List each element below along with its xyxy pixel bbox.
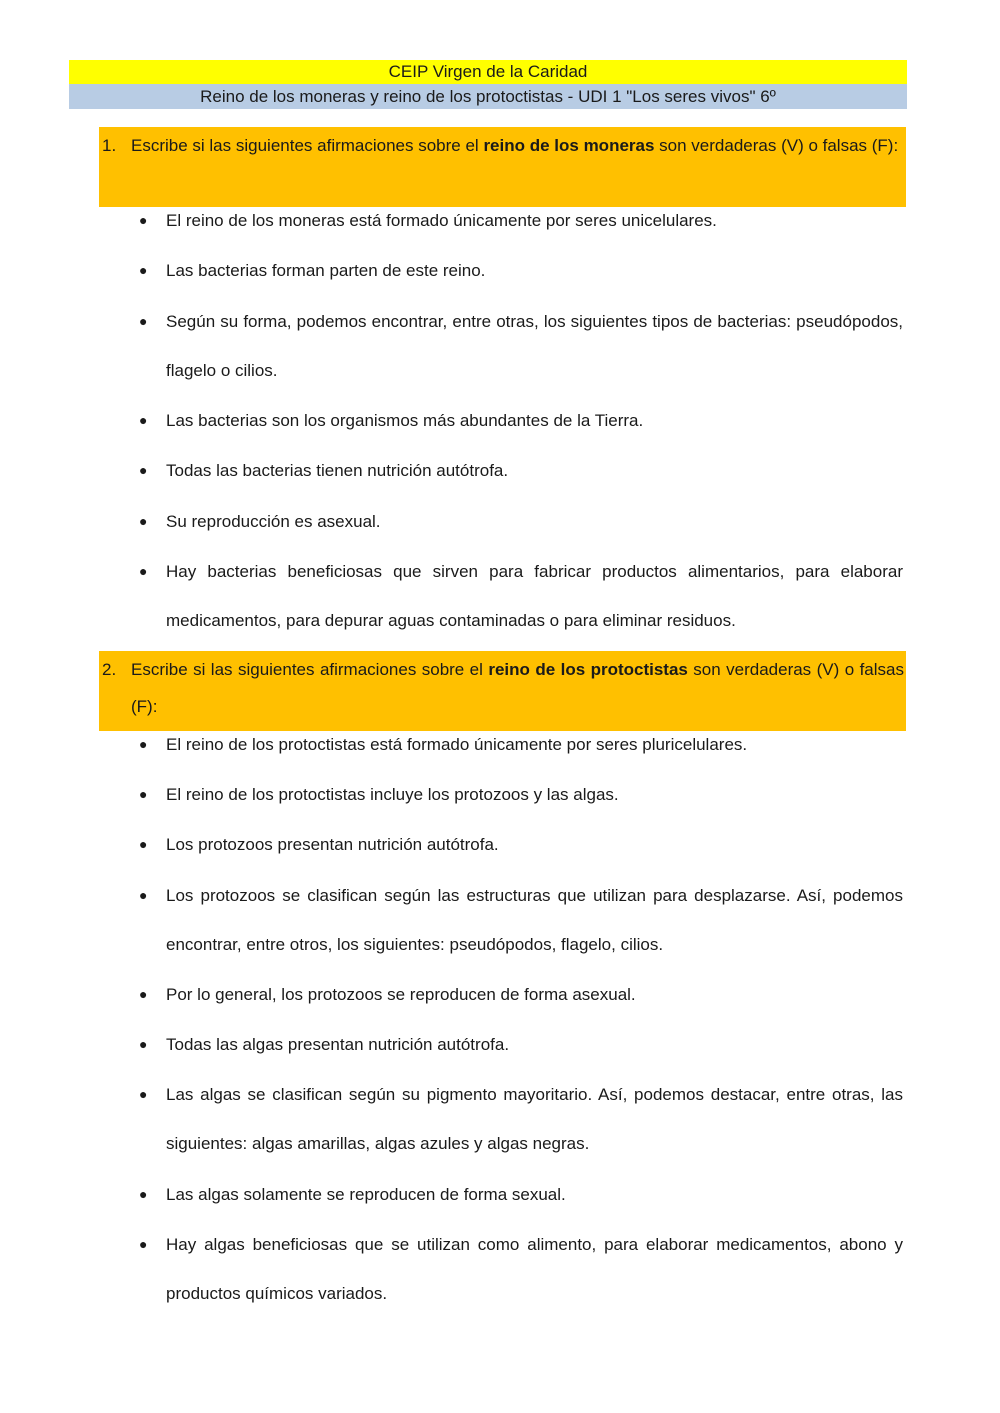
bullet-icon: ● (139, 986, 148, 1002)
bullet-icon: ● (139, 1086, 148, 1102)
question-topic: reino de los moneras (483, 136, 655, 155)
school-name-header: CEIP Virgen de la Caridad (69, 60, 907, 84)
statement-item: ● Los protozoos presentan nutrición autótrofa. (166, 820, 903, 869)
statement-item: ● Las bacterias son los organismos más abundantes de la Tierra. (166, 396, 903, 445)
statement-item: ● Los protozoos se clasifican según las estructuras que utilizan para desplazarse. Así, podemos encontrar, entre otros, los siguientes: pseudópodos, flagelo, cilios. (166, 871, 903, 969)
statement-item: ● El reino de los protoctistas está formado únicamente por seres pluricelulares. (166, 720, 903, 769)
bullet-icon: ● (139, 412, 148, 428)
statement-item: ● Por lo general, los protozoos se reproducen de forma asexual. (166, 970, 903, 1019)
bullet-icon: ● (139, 836, 148, 852)
bullet-icon: ● (139, 313, 148, 329)
bullet-icon: ● (139, 786, 148, 802)
bullet-icon: ● (139, 1236, 148, 1252)
bullet-icon: ● (139, 887, 148, 903)
bullet-icon: ● (139, 736, 148, 752)
bullet-icon: ● (139, 513, 148, 529)
question-text: Escribe si las siguientes afirmaciones sobre el reino de los protoctistas son verdaderas (V) o falsas (F): (131, 660, 904, 716)
question-number: 2. (102, 660, 117, 679)
subject-header: Reino de los moneras y reino de los protoctistas - UDI 1 "Los seres vivos" 6º (69, 84, 907, 109)
statement-item: ● Según su forma, podemos encontrar, entre otras, los siguientes tipos de bacterias: pseudópodos, flagelo o cilios. (166, 297, 903, 395)
statement-item: ● Todas las bacterias tienen nutrición autótrofa. (166, 446, 903, 495)
bullet-icon: ● (139, 1036, 148, 1052)
statement-item: ● Hay algas beneficiosas que se utilizan como alimento, para elaborar medicamentos, abono y productos químicos variados. (166, 1220, 903, 1318)
bullet-icon: ● (139, 1186, 148, 1202)
question-number: 1. (102, 136, 117, 155)
question-topic: reino de los protoctistas (488, 660, 688, 679)
statement-item: ● El reino de los moneras está formado únicamente por seres unicelulares. (166, 196, 903, 245)
statement-item: ● Todas las algas presentan nutrición autótrofa. (166, 1020, 903, 1069)
bullet-icon: ● (139, 212, 148, 228)
question-text: Escribe si las siguientes afirmaciones sobre el reino de los moneras son verdaderas (V) o falsas (F): (131, 136, 899, 155)
question-1 (99, 127, 906, 207)
statement-item: ● Hay bacterias beneficiosas que sirven para fabricar productos alimentarios, para elaborar medicamentos, para depurar aguas contaminadas o para eliminar residuos. (166, 547, 903, 645)
statement-item: ● Las algas se clasifican según su pigmento mayoritario. Así, podemos destacar, entre otras, las siguientes: algas amarillas, algas azules y algas negras. (166, 1070, 903, 1168)
statement-item: ● Su reproducción es asexual. (166, 497, 903, 546)
statement-item: ● Las algas solamente se reproducen de forma sexual. (166, 1170, 903, 1219)
bullet-icon: ● (139, 462, 148, 478)
bullet-icon: ● (139, 262, 148, 278)
statement-item: ● Las bacterias forman parten de este reino. (166, 246, 903, 295)
bullet-icon: ● (139, 563, 148, 579)
statement-item: ● El reino de los protoctistas incluye los protozoos y las algas. (166, 770, 903, 819)
question-2 (99, 651, 906, 731)
